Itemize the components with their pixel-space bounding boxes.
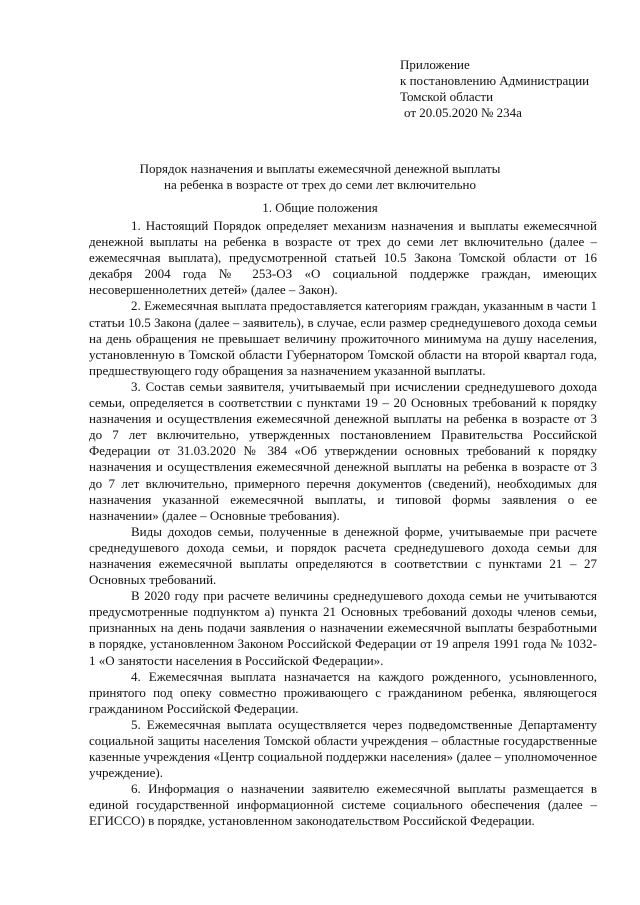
section-heading: 1. Общие положения — [262, 200, 378, 215]
document-body — [89, 218, 597, 830]
paragraph-3-income-types: Виды доходов семьи, полученные в денежной форме, учитываемые при расчете среднедушевого дохода семьи, и порядок расчета среднедушевого дохода семьи для назначения ежемесячной выплаты определяются в соответствии с пунктами 21 – 27 Основных требований. — [89, 523, 597, 588]
paragraph-3: 3. Состав семьи заявителя, учитываемый при исчислении среднедушевого дохода семьи, определяется в соответствии с пунктами 19 – 20 Основных требований к порядку назначения и осуществления ежемесячной денежной выплаты на ребенка в возрасте от 3 до 7 лет включительно, утвержденных постановлением Правительства Российской Федерации от 31.03.2020 № 384 «Об утверждении основных требований к порядку назначения и осуществления ежемесячной денежной выплаты на ребенка в возрасте от 3 до 7 лет включительно, примерного перечня документов (сведений), необходимых для назначения указанной ежемесячной выплаты, и типовой формы заявления о ее назначении» (далее – Основные требования). — [89, 378, 597, 523]
paragraph-2: 2. Ежемесячная выплата предоставляется категориям граждан, указанным в части 1 статьи 10.5 Закона (далее – заявитель), в случае, если размер среднедушевого дохода семьи на день обращения не превышает величину прожиточного минимума на душу населения, установленную в Томской области Губернатором Томской области на второй квартал года, предшествующего году обращения за назначением указанной выплаты. — [89, 298, 597, 378]
document-title — [90, 161, 550, 193]
appendix-date-line: от 20.05.2020 № 234а — [404, 105, 522, 120]
paragraph-3-2020-note: В 2020 году при расчете величины среднедушевого дохода семьи не учитываются предусмотренные подпунктом а) пункта 21 Основных требований доходы членов семьи, признанных на день подачи заявления о назначении ежемесячной выплаты безработными в порядке, установленном Законом Российской Федерации от 19 апреля 1991 года № 1032-1 «О занятости населения в Российской Федерации». — [89, 588, 597, 668]
appendix-line: к постановлению Администрации — [400, 73, 590, 88]
document-title-line: на ребенка в возрасте от трех до семи лет включительно — [164, 177, 476, 192]
paragraph-1: 1. Настоящий Порядок определяет механизм назначения и выплаты ежемесячной денежной выплаты на ребенка в возрасте от трех до семи лет включительно (далее – ежемесячная выплата), предусмотренной статьей 10.5 Закона Томской области от 16 декабря 2004 года № 253-ОЗ «О социальной поддержке граждан, имеющих несовершеннолетних детей» (далее – Закон). — [89, 218, 597, 298]
appendix-line: Приложение — [400, 57, 470, 72]
paragraph-5: 5. Ежемесячная выплата осуществляется через подведомственные Департаменту социальной защиты населения Томской области учреждения – областные государственные казенные учреждения «Центр социальной поддержки населения» (далее – уполномоченное учреждение). — [89, 716, 597, 781]
appendix-line: Томской области — [400, 89, 494, 104]
paragraph-6: 6. Информация о назначении заявителю ежемесячной выплаты размещается в единой государственной информационной системе социального обеспечения (далее – ЕГИССО) в порядке, установленном законодательством Российской Федерации. — [89, 781, 597, 829]
appendix-block — [400, 57, 620, 121]
document-title-line: Порядок назначения и выплаты ежемесячной денежной выплаты — [139, 161, 501, 176]
paragraph-4: 4. Ежемесячная выплата назначается на каждого рожденного, усыновленного, принятого под опеку совместно проживающего с гражданином ребенка, являющегося гражданином Российской Федерации. — [89, 668, 597, 716]
